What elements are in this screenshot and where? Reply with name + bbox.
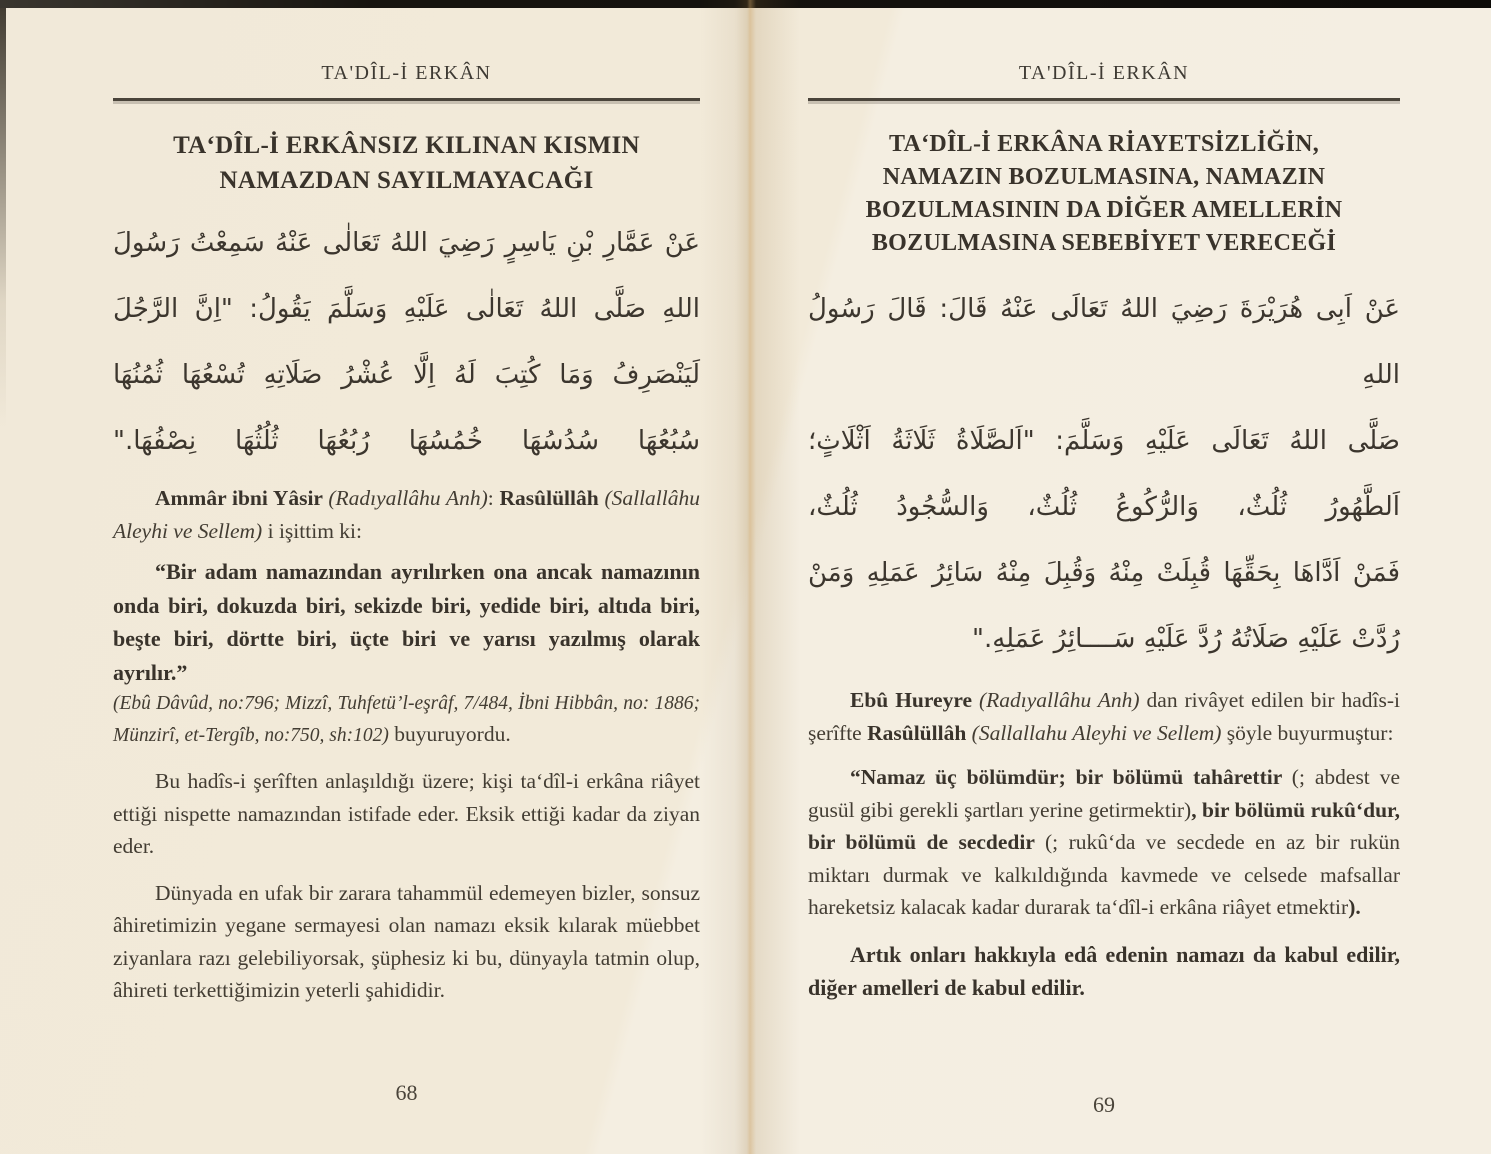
title-line: BOZULMASINA SEBEBİYET VERECEĞİ <box>871 230 1337 256</box>
title-line: TA‘DÎL-İ ERKÂNA RİAYETSİZLİĞİN, <box>888 131 1320 157</box>
arabic-line: سُبُعُهَا سُدُسُهَا خُمُسُهَا رُبُعُهَا ثُلُثُهَا نِصْفُهَا." <box>113 426 700 456</box>
arabic-line: عَنْ عَمَّارِ بْنِ يَاسِرٍ رَضِيَ اللهُ تَعَالٰى عَنْهُ سَمِعْتُ رَسُولَ <box>113 228 700 258</box>
right-page <box>745 8 1491 1154</box>
running-header-left: TA'DÎL-İ ERKÂN <box>321 62 492 84</box>
commentary-paragraph-1: Bu hadîs-i şerîften anlaşıldığı üzere; kişi ta‘dîl-i erkâna riâyet ettiği nispette namazından istifade eder. Eksik ettiği kadar da ziyan eder. <box>113 769 700 858</box>
arabic-line: اَلطَّهُورُ ثُلُثٌ، وَالرُّكُوعُ ثُلُثٌ، وَالسُّجُودُ ثُلُثٌ، <box>808 492 1400 522</box>
header-rule-left <box>113 98 700 101</box>
attribution-paragraph-left <box>113 482 700 547</box>
arabic-line: فَمَنْ اَدَّاهَا بِحَقِّهَا قُبِلَتْ مِنْهُ وَقُبِلَ مِنْهُ سَائِرُ عَمَلِهِ وَمَنْ <box>808 558 1400 588</box>
arabic-line: عَنْ اَبِى هُرَيْرَةَ رَضِيَ اللهُ تَعَالَى عَنْهُ قَالَ: قَالَ رَسُولُ اللهِ <box>808 294 1400 390</box>
conclusion-paragraph: Artık onları hakkıyla edâ edenin namazı da kabul edilir, diğer amelleri de kabul edilir. <box>808 941 1400 1000</box>
citation-tail: buyuruyordu. <box>388 722 511 746</box>
left-page <box>0 8 745 1154</box>
prophet-name: Rasûlüllâh <box>867 720 972 745</box>
text-run: şöyle buyurmuştur: <box>1221 720 1394 745</box>
quote-run: “Namaz üç bölümdür; bir bölümü tahârettir <box>850 765 1292 789</box>
honorific: (Sallallahu Aleyhi ve Sellem) <box>971 720 1222 745</box>
arabic-line: اللهِ صَلَّى اللهُ تَعَالٰى عَلَيْهِ وَسَلَّمَ يَقُولُ: "اِنَّ الرَّجُلَ <box>113 294 700 324</box>
arabic-line: لَيَنْصَرِفُ وَمَا كُتِبَ لَهُ اِلَّا عُشْرُ صَلَاتِهِ تُسْعُهَا ثُمُنُهَا <box>113 360 700 390</box>
book-top-edge <box>0 0 1491 8</box>
honorific: (Radıyallâhu Anh) <box>328 486 488 510</box>
quote-run: (; rukû‘da ve secdede en az bir rukün miktarı durmak ve kalkıldığında kavmede ve celsede mafsallar hareketsiz kalacak kadar durarak ta‘dîl-i erkâna riâyet etmektir <box>808 830 1400 919</box>
citation-sources: (Ebû Dâvûd, no:796; Mizzî, Tuhfetü’l-eşrâf, 7/484, İbni Hibbân, no: 1886; Münzirî, et-Tergîb, no:750, sh:102) <box>113 693 700 746</box>
narrator-name: Ebû Hureyre <box>850 688 979 712</box>
title-line: NAMAZIN BOZULMASINA, NAMAZIN <box>882 164 1326 190</box>
title-line: BOZULMASININ DA DİĞER AMELLERİN <box>865 197 1343 223</box>
title-line: NAMAZDAN SAYILMAYACAĞI <box>219 167 594 194</box>
arabic-hadith-left <box>113 210 700 474</box>
text-run: : <box>487 486 500 510</box>
section-title-right <box>808 128 1400 260</box>
arabic-line: رُدَّتْ عَلَيْهِ صَلَاتُهُ رُدَّ عَلَيْهِ سَــــائِرُ عَمَلِهِ." <box>972 624 1400 654</box>
quote-run: ). <box>1348 895 1361 919</box>
hadith-translation-left: “Bir adam namazından ayrılırken ona ancak namazının onda biri, dokuzda biri, sekizde biri, yedide biri, altıda biri, beşte biri, dörtte biri, üçte biri ve yarısı yazılmış olarak ayrılır.” <box>113 559 700 685</box>
title-line: TA‘DÎL-İ ERKÂNSIZ KILINAN KISMIN <box>173 132 640 159</box>
arabic-hadith-right <box>808 276 1400 672</box>
narrator-name: Ammâr ibni Yâsir <box>155 486 329 510</box>
commentary-paragraph-2: Dünyada en ufak bir zarara tahammül edemeyen bizler, sonsuz âhiretimizin yegane sermayesi olan namazı eksik kılarak müebbet ziyanlara razı gelebiliyorsak, şüphesiz ki bu, dünyayla tatmin olup, âhireti terkettiğimizin yeterli şahididir. <box>113 880 700 1002</box>
quote-run: , bir bölümü rukû‘dur, bir bölümü de secdedir <box>808 797 1400 854</box>
hadith-translation-right <box>808 761 1400 924</box>
page-number-right: 69 <box>1093 1092 1115 1117</box>
honorific: (Sallallâhu Aleyhi ve Sellem) <box>113 486 700 543</box>
arabic-line: صَلَّى اللهُ تَعَالَى عَلَيْهِ وَسَلَّمَ: "اَلصَّلَاةُ ثَلَاثَةُ اَثْلَاثٍ؛ <box>808 426 1400 456</box>
text-run: i işittim ki: <box>262 518 362 543</box>
honorific: (Radıyallâhu Anh) <box>978 688 1140 712</box>
attribution-paragraph-right <box>808 684 1400 749</box>
running-header-right: TA'DÎL-İ ERKÂN <box>1018 62 1190 84</box>
section-title-left <box>113 128 700 198</box>
prophet-name: Rasûlüllâh <box>499 486 605 510</box>
source-citation-left <box>113 689 700 751</box>
page-number-left: 68 <box>395 1080 418 1105</box>
quote-run: (; abdest ve gusül gibi gerekli şartları yerine getirmektir) <box>808 765 1400 822</box>
text-run: dan rivâyet edilen bir hadîs-i şerîfte <box>808 688 1400 745</box>
header-rule-right <box>808 98 1400 101</box>
